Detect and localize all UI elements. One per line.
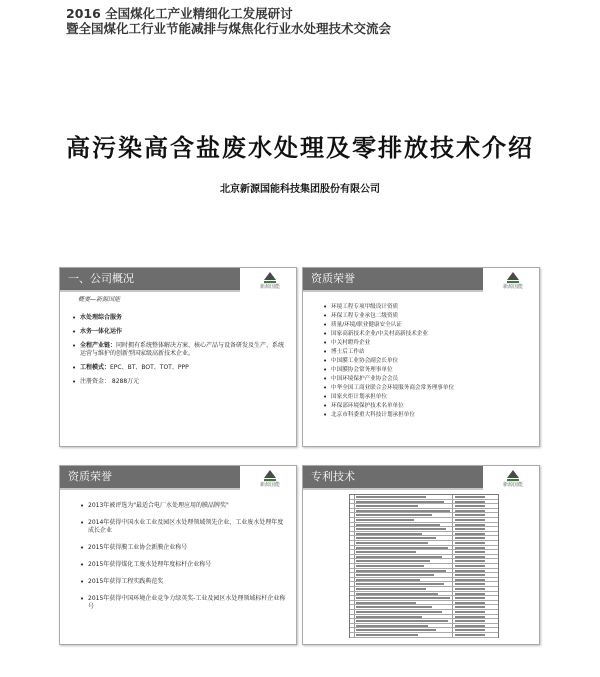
header-divider (303, 290, 483, 292)
logo-text: 新源国能 (259, 482, 280, 488)
slide-honors-qualifications (302, 267, 540, 447)
list-item: • 中国环境保护产业协会会员 (323, 376, 531, 383)
list-item: • 国家火炬计划承担单位 (323, 394, 531, 401)
document-title: 高污染高含盐废水处理及零排放技术介绍 (66, 133, 534, 162)
company-logo (493, 270, 533, 294)
slide-subnote: 概要—新源国能 (78, 296, 121, 303)
list-item: • 国家高新技术企业/中关村高新技术企业 (323, 331, 531, 338)
logo-text: 新源国能 (502, 482, 523, 488)
honors-list (323, 304, 531, 421)
slide-patents (302, 465, 540, 645)
list-item: • 环保工程专业承包二级资质 (323, 313, 531, 320)
list-item: • 工程模式：EPC、BT、BOT、TOT、PPP (72, 364, 288, 372)
logo-icon (262, 270, 278, 284)
header-divider (60, 488, 240, 490)
conference-title-line1: 2016 全国煤化工产业精细化工发展研讨 (66, 6, 293, 21)
list-item: • 水务一体化运作 (72, 328, 288, 336)
slide-header-title: 资质荣誉 (68, 470, 112, 483)
list-item: • 中国膜协会常务理事单位 (323, 367, 531, 374)
logo-icon (262, 468, 278, 482)
list-item: • 2015年获得中国环境企业竞争力绿英奖-工业及园区水处理领域标杆企业称号 (80, 595, 288, 611)
logo-icon (505, 468, 521, 482)
list-item: • 中国膜工业协会副会长单位 (323, 358, 531, 365)
list-item: • 2015年获得工程实践典范奖 (80, 578, 288, 586)
slide-honors-awards (59, 465, 297, 645)
list-item: • 2013年被评选为"最适合电厂水处理应用的膜品牌奖" (80, 502, 288, 510)
slide-header (303, 268, 483, 290)
list-item: • 2014年获得中国水业工业及园区水处理领域领先企业、工业废水处理年度成长企业 (80, 519, 288, 535)
overview-list (72, 314, 288, 392)
slide-header (303, 466, 483, 488)
list-item: • 中关村瞪羚企业 (323, 340, 531, 347)
company-logo (250, 270, 290, 294)
logo-text: 新源国能 (502, 284, 523, 290)
list-item: • 全程产业链：同时拥有系统整体解决方案、核心产品与设备研发及生产、系统运营与维护的创新型国家级高新技术企业。 (72, 342, 288, 358)
awards-list (80, 502, 288, 620)
slide-header-title: 专利技术 (311, 470, 355, 483)
slide-header-title: 一、公司概况 (68, 272, 134, 285)
conference-title (66, 6, 566, 36)
logo-text: 新源国能 (259, 284, 280, 290)
list-item: • 博士后工作站 (323, 349, 531, 356)
list-item: • 2015年获得膜工业协会新膜企业称号 (80, 544, 288, 552)
list-item: • 北京市科委重大科技计划承担单位 (323, 412, 531, 419)
list-item: • 注册资金： 8288万元 (72, 378, 288, 386)
company-name: 北京新源国能科技集团股份有限公司 (220, 184, 380, 195)
company-logo (493, 468, 533, 492)
list-item: • 水处理综合服务 (72, 314, 288, 322)
slide-header-title: 资质荣誉 (311, 272, 355, 285)
list-item: • 中华全国工商业联合会环境服务商会常务理事单位 (323, 385, 531, 392)
slide-header (60, 268, 240, 290)
header-divider (60, 290, 240, 292)
company-logo (250, 468, 290, 492)
slide-company-overview (59, 267, 297, 447)
list-item: • 环保部环境保护技术名单单位 (323, 403, 531, 410)
conference-title-line2: 暨全国煤化工行业节能减排与煤焦化行业水处理技术交流会 (66, 21, 392, 36)
list-item: • 环境工程专项甲级设计资质 (323, 304, 531, 311)
header-divider (303, 488, 483, 490)
patent-table (349, 494, 499, 638)
list-item: • 质量/环境/职业健康安全认证 (323, 322, 531, 329)
slide-header (60, 466, 240, 488)
logo-icon (505, 270, 521, 284)
list-item: • 2015年获得煤化工废水处理年度标杆企业称号 (80, 561, 288, 569)
table-row (350, 633, 498, 638)
